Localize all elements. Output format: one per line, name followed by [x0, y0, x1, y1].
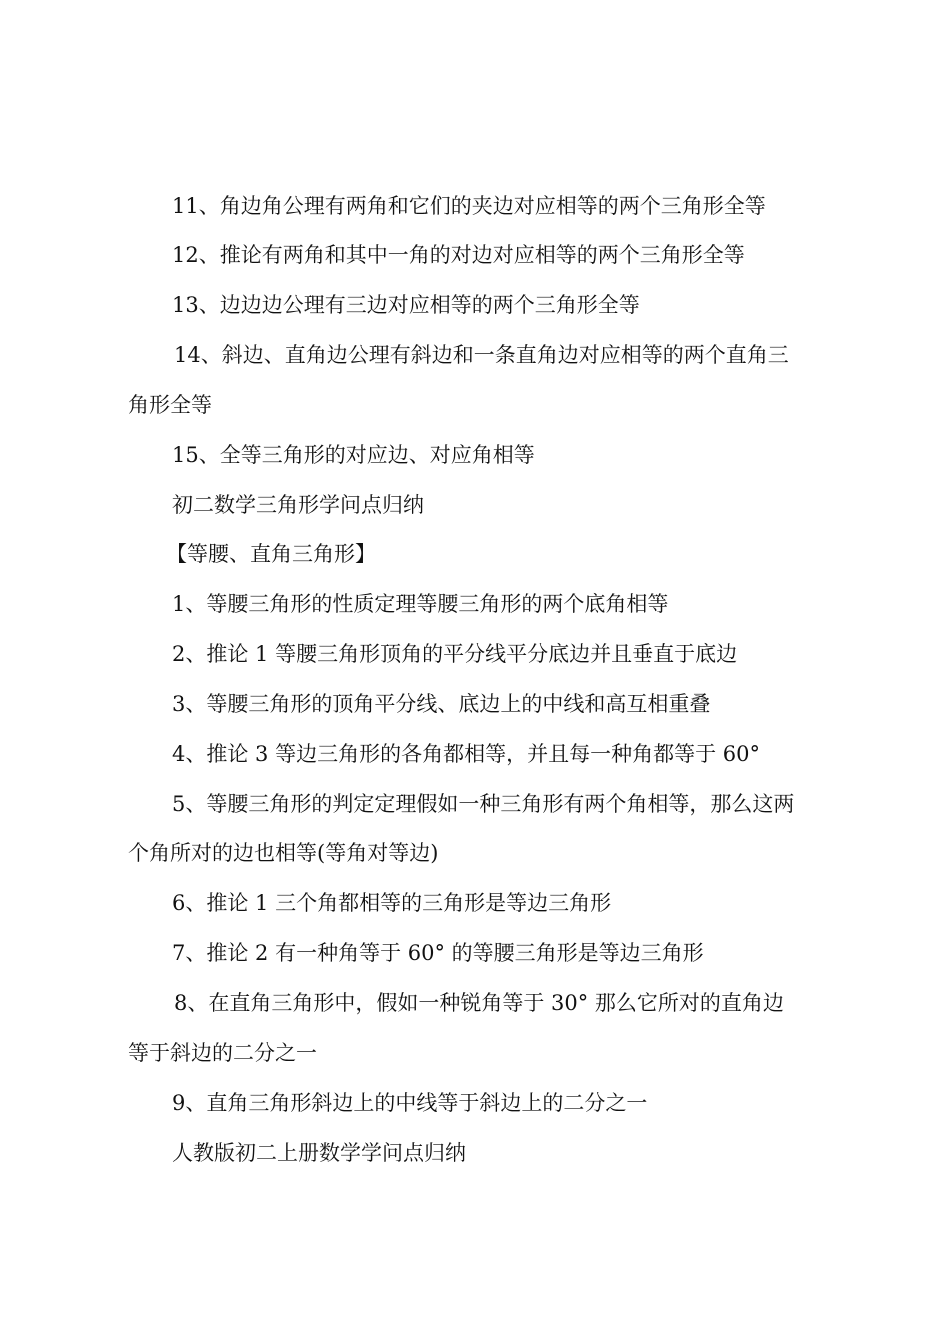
text-line: 14、斜边、直角边公理有斜边和一条直角边对应相等的两个直角三 — [174, 343, 789, 367]
text-line: 5、等腰三角形的判定定理假如一种三角形有两个角相等，那么这两 — [172, 792, 795, 816]
text-line: 13、边边边公理有三边对应相等的两个三角形全等 — [172, 293, 640, 317]
text-line: 6、推论 1 三个角都相等的三角形是等边三角形 — [172, 891, 612, 915]
text-line: 11、角边角公理有两角和它们的夹边对应相等的两个三角形全等 — [172, 194, 766, 218]
section-heading: 初二数学三角形学问点归纳 — [172, 493, 424, 517]
text-line: 1、等腰三角形的性质定理等腰三角形的两个底角相等 — [172, 592, 669, 616]
text-line: 等于斜边的二分之一 — [128, 1041, 317, 1065]
text-line: 7、推论 2 有一种角等于 60° 的等腰三角形是等边三角形 — [172, 941, 704, 965]
text-line: 8、在直角三角形中，假如一种锐角等于 30° 那么它所对的直角边 — [174, 991, 784, 1015]
section-heading: 人教版初二上册数学学问点归纳 — [172, 1141, 466, 1165]
text-line: 2、推论 1 等腰三角形顶角的平分线平分底边并且垂直于底边 — [172, 642, 738, 666]
text-line: 3、等腰三角形的顶角平分线、底边上的中线和高互相重叠 — [172, 692, 711, 716]
text-line: 12、推论有两角和其中一角的对边对应相等的两个三角形全等 — [172, 243, 745, 267]
text-line: 15、全等三角形的对应边、对应角相等 — [172, 443, 535, 467]
text-line: 9、直角三角形斜边上的中线等于斜边上的二分之一 — [172, 1091, 648, 1115]
text-line: 角形全等 — [128, 393, 212, 417]
text-line: 个角所对的边也相等(等角对等边) — [128, 841, 439, 865]
section-heading: 【等腰、直角三角形】 — [166, 542, 376, 566]
text-line: 4、推论 3 等边三角形的各角都相等，并且每一种角都等于 60° — [172, 742, 760, 766]
